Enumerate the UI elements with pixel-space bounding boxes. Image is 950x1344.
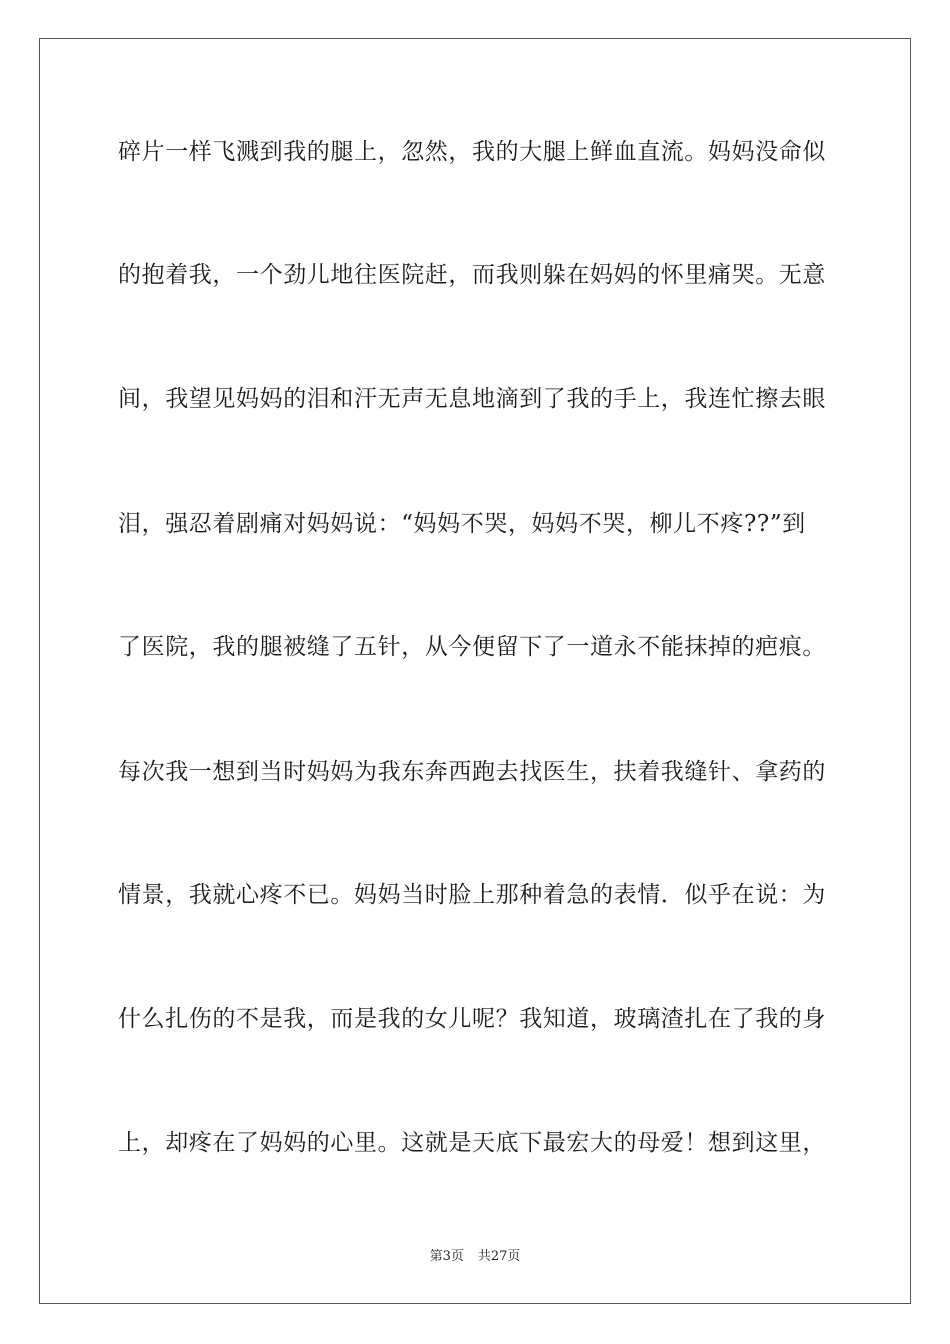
body-line-3: 间，我望见妈妈的泪和汗无声无息地滴到了我的手上，我连忙擦去眼 [118, 386, 826, 412]
body-line-1: 碎片一样飞溅到我的腿上，忽然，我的大腿上鲜血直流。妈妈没命似 [118, 139, 826, 165]
body-line-6: 每次我一想到当时妈妈为我东奔西跑去找医生，扶着我缝针、拿药的 [118, 759, 826, 785]
page-number: 第3页 [429, 1249, 464, 1264]
page-border [39, 38, 911, 1304]
body-line-7: 情景，我就心疼不已。妈妈当时脸上那种着急的表情．似乎在说：为 [118, 882, 826, 908]
page-footer [0, 1248, 950, 1266]
body-line-2: 的抱着我，一个劲儿地往医院赶，而我则躲在妈妈的怀里痛哭。无意 [118, 262, 826, 288]
body-line-5: 了医院，我的腿被缝了五针，从今便留下了一道永不能抹掉的疤痕。 [118, 634, 826, 660]
page-total: 共27页 [477, 1249, 521, 1264]
body-line-9: 上，却疼在了妈妈的心里。这就是天底下最宏大的母爱！想到这里， [118, 1130, 826, 1156]
body-line-8: 什么扎伤的不是我，而是我的女儿呢？我知道，玻璃渣扎在了我的身 [118, 1006, 826, 1032]
body-line-4: 泪，强忍着剧痛对妈妈说：“妈妈不哭，妈妈不哭，柳儿不疼??”到 [118, 511, 806, 537]
